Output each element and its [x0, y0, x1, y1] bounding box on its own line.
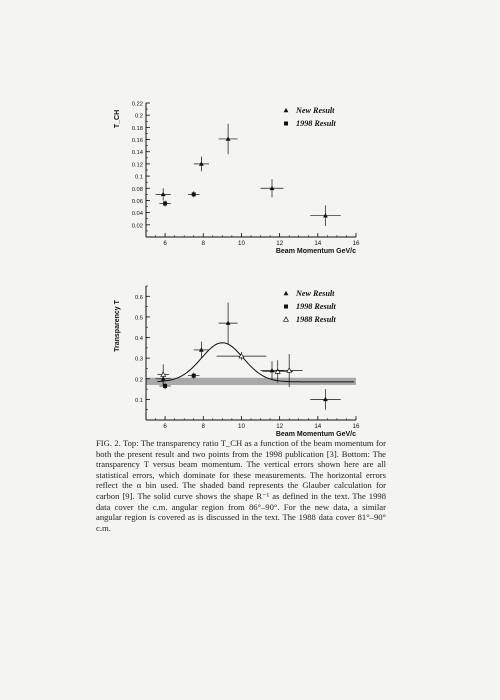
x-tick-label: 10: [238, 240, 245, 247]
legend-label: New Result: [296, 106, 335, 115]
series-new-result: [156, 124, 341, 226]
figure-top-transparency-ratio: [110, 95, 370, 255]
x-tick-label: 8: [201, 240, 205, 247]
shape-curve: [157, 343, 354, 382]
y-tick-label: 0.2: [134, 113, 143, 120]
y-tick-label: 0.2: [134, 377, 143, 384]
x-tick-label: 16: [352, 240, 360, 247]
figure-bottom-transparency: [110, 278, 370, 438]
triangle-marker: [284, 291, 289, 295]
plot-area: [114, 286, 360, 438]
y-tick-label: 0.6: [134, 294, 143, 301]
triangle-marker: [226, 321, 231, 325]
y-tick-label: 0.22: [131, 101, 143, 108]
data-point: [217, 352, 267, 360]
x-tick-label: 10: [238, 423, 245, 430]
data-point: [310, 389, 341, 410]
data-point: [188, 191, 199, 197]
y-tick-label: 0.04: [131, 211, 143, 218]
open-triangle-marker: [275, 369, 280, 373]
x-tick-label: 12: [276, 423, 284, 430]
open-triangle-marker: [284, 317, 289, 321]
plot-area: [114, 102, 360, 256]
y-tick-label: 0.08: [131, 186, 143, 193]
x-tick-label: 6: [163, 423, 167, 430]
x-tick-label: 8: [201, 423, 205, 430]
legend-label: 1998 Result: [296, 119, 336, 128]
x-tick-label: 14: [314, 423, 322, 430]
x-tick-label: 6: [163, 240, 167, 247]
y-tick-label: 0.4: [134, 336, 143, 343]
y-axis-label: T_CH: [114, 109, 121, 129]
data-point: [261, 179, 284, 197]
square-marker: [284, 305, 288, 309]
y-tick-label: 0.12: [131, 162, 143, 169]
legend-label: New Result: [296, 289, 335, 298]
y-tick-label: 0.1: [134, 397, 143, 404]
y-tick-label: 0.5: [134, 315, 143, 322]
caption-text: FIG. 2. Top: The transparency ratio T_CH as a function of the beam momentum for both the present result and two points from the 1998 publication [3]. Bottom: The transparency T versus beam momentum. The vertical errors shown here are all statistical errors, which dominate for these measurements. The horizontal errors reflect the α bin used. The shaded band represents the Glauber calculation for carbon [9]. The solid curve shows the shape R⁻¹ as defined in the text. The 1998 data cover the c.m. angular region from 86°–90°. For the new data, a similar angular region is covered as is discussed in the text. The 1988 data cover 81°–90° c.m.: [96, 438, 386, 533]
square-marker: [192, 192, 196, 196]
triangle-marker: [284, 108, 289, 112]
triangle-marker: [161, 192, 166, 196]
y-tick-label: 0.16: [131, 138, 143, 145]
open-triangle-marker: [161, 372, 166, 376]
y-tick-label: 0.1: [134, 174, 143, 181]
y-tick-label: 0.3: [134, 356, 143, 363]
data-point: [310, 205, 341, 226]
triangle-marker: [323, 213, 328, 217]
x-tick-label: 16: [352, 423, 360, 430]
y-tick-label: 0.06: [131, 198, 143, 205]
glauber-band: [146, 378, 356, 385]
data-point: [219, 124, 238, 154]
data-point: [219, 302, 238, 343]
x-tick-label: 14: [314, 240, 322, 247]
legend: [284, 106, 337, 128]
x-tick-label: 12: [276, 240, 284, 247]
data-point: [159, 200, 170, 206]
y-tick-label: 0.14: [131, 150, 143, 157]
triangle-marker: [226, 136, 231, 140]
data-point: [156, 188, 171, 200]
triangle-marker: [270, 186, 275, 190]
legend-label: 1998 Result: [296, 302, 336, 311]
legend: [284, 289, 337, 324]
square-marker: [163, 202, 167, 206]
triangle-marker: [323, 397, 328, 401]
x-axis-label: Beam Momentum GeV/c: [275, 248, 356, 255]
open-triangle-marker: [287, 368, 292, 372]
y-axis-label: Transparency T: [114, 300, 121, 352]
square-marker: [284, 122, 288, 126]
figure-caption: [96, 438, 386, 533]
y-tick-label: 0.02: [131, 223, 143, 230]
square-marker: [163, 384, 167, 388]
series-1998-result: [159, 191, 199, 206]
y-tick-label: 0.18: [131, 125, 143, 132]
data-point: [194, 157, 209, 172]
legend-label: 1988 Result: [296, 315, 336, 324]
data-point: [194, 342, 209, 358]
x-axis-label: Beam Momentum GeV/c: [275, 431, 356, 438]
triangle-marker: [199, 161, 204, 165]
square-marker: [192, 374, 196, 378]
triangle-marker: [199, 347, 204, 351]
